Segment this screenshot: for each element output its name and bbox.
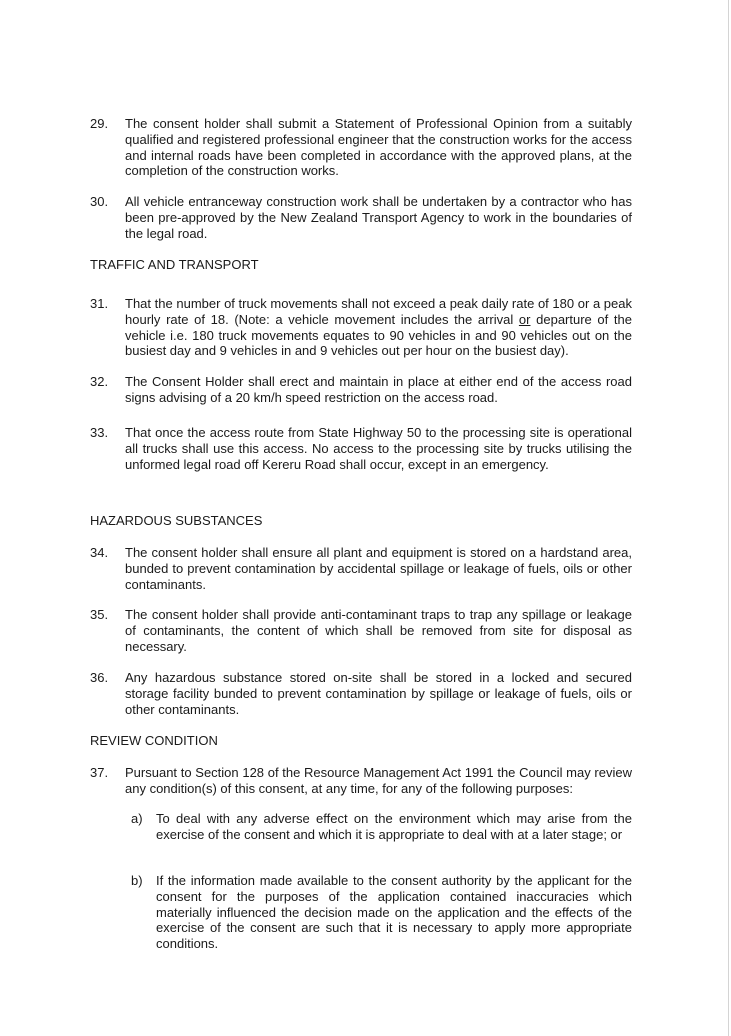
condition-text: Pursuant to Section 128 of the Resource Management Act 1991 the Council may review any condition(s) of this consent, at any time, for any of the following purposes:	[125, 765, 632, 796]
condition-number: 33.	[90, 425, 109, 440]
condition-36	[90, 670, 632, 717]
condition-number: 35.	[90, 607, 109, 622]
condition-number: 29.	[90, 116, 109, 131]
condition-33	[90, 425, 632, 472]
condition-number: 31.	[90, 296, 109, 311]
condition-30	[90, 194, 632, 241]
section-heading-hazardous: HAZARDOUS SUBSTANCES	[90, 513, 263, 528]
sub-condition-b	[131, 873, 632, 952]
condition-37	[90, 765, 632, 797]
underlined-word: or	[518, 311, 531, 327]
condition-34	[90, 545, 632, 592]
condition-text: The Consent Holder shall erect and maintain in place at either end of the access road signs advising of a 20 km/h speed restriction on the access road.	[125, 374, 632, 405]
section-heading-traffic: TRAFFIC AND TRANSPORT	[90, 257, 259, 272]
sub-condition-a	[131, 811, 632, 843]
condition-text: Any hazardous substance stored on-site shall be stored in a locked and secured storage facility bunded to prevent contamination by spillage or leakage of fuels, oils or other contaminants.	[125, 670, 632, 717]
condition-text: The consent holder shall provide anti-contaminant traps to trap any spillage or leakage of contaminants, the content of which shall be removed from site for disposal as necessary.	[125, 607, 632, 654]
condition-number: 36.	[90, 670, 109, 685]
condition-29	[90, 116, 632, 179]
condition-text: The consent holder shall submit a Statement of Professional Opinion from a suitably qualified and registered professional engineer that the construction works for the access and internal roads have been completed in accordance with the approved plans, at the completion of the construction works.	[125, 116, 632, 179]
condition-text-part: That the number of truck movements shall not exceed a peak daily rate of 180 or a peak hourly rate of 18. (Note: a vehicle movement includes the arrival	[125, 296, 632, 327]
section-heading-review: REVIEW CONDITION	[90, 733, 218, 748]
condition-text: The consent holder shall ensure all plant and equipment is stored on a hardstand area, bunded to prevent contamination by accidental spillage or leakage of fuels, oils or other contaminants.	[125, 545, 632, 592]
condition-number: 37.	[90, 765, 109, 780]
page-edge-line	[728, 0, 729, 1036]
sub-condition-letter: a)	[131, 811, 143, 826]
condition-32	[90, 374, 632, 406]
condition-number: 34.	[90, 545, 109, 560]
condition-text: That once the access route from State Highway 50 to the processing site is operational all trucks shall use this access. No access to the processing site by trucks utilising the unformed legal road off Kereru Road shall occur, except in an emergency.	[125, 425, 632, 472]
condition-number: 30.	[90, 194, 109, 209]
sub-condition-text: If the information made available to the consent authority by the applicant for the consent for the purposes of the application contained inaccuracies which materially influenced the decision made on the application and the effects of the exercise of the consent are such that it is necessary to apply more appropriate conditions.	[156, 873, 632, 952]
condition-number: 32.	[90, 374, 109, 389]
condition-31	[90, 296, 632, 359]
sub-condition-text: To deal with any adverse effect on the environment which may arise from the exercise of the consent and which it is appropriate to deal with at a later stage; or	[156, 811, 632, 842]
condition-35	[90, 607, 632, 654]
condition-text-part: departure of the vehicle i.e. 180 truck movements equates to 90 vehicles in and 90 vehicles out on the busiest day and 9 vehicles in and 9 vehicles out per hour on the busiest day).	[125, 311, 633, 359]
condition-text	[125, 296, 632, 359]
condition-text: All vehicle entranceway construction work shall be undertaken by a contractor who has been pre-approved by the New Zealand Transport Agency to work in the boundaries of the legal road.	[125, 194, 632, 241]
sub-condition-letter: b)	[131, 873, 143, 888]
